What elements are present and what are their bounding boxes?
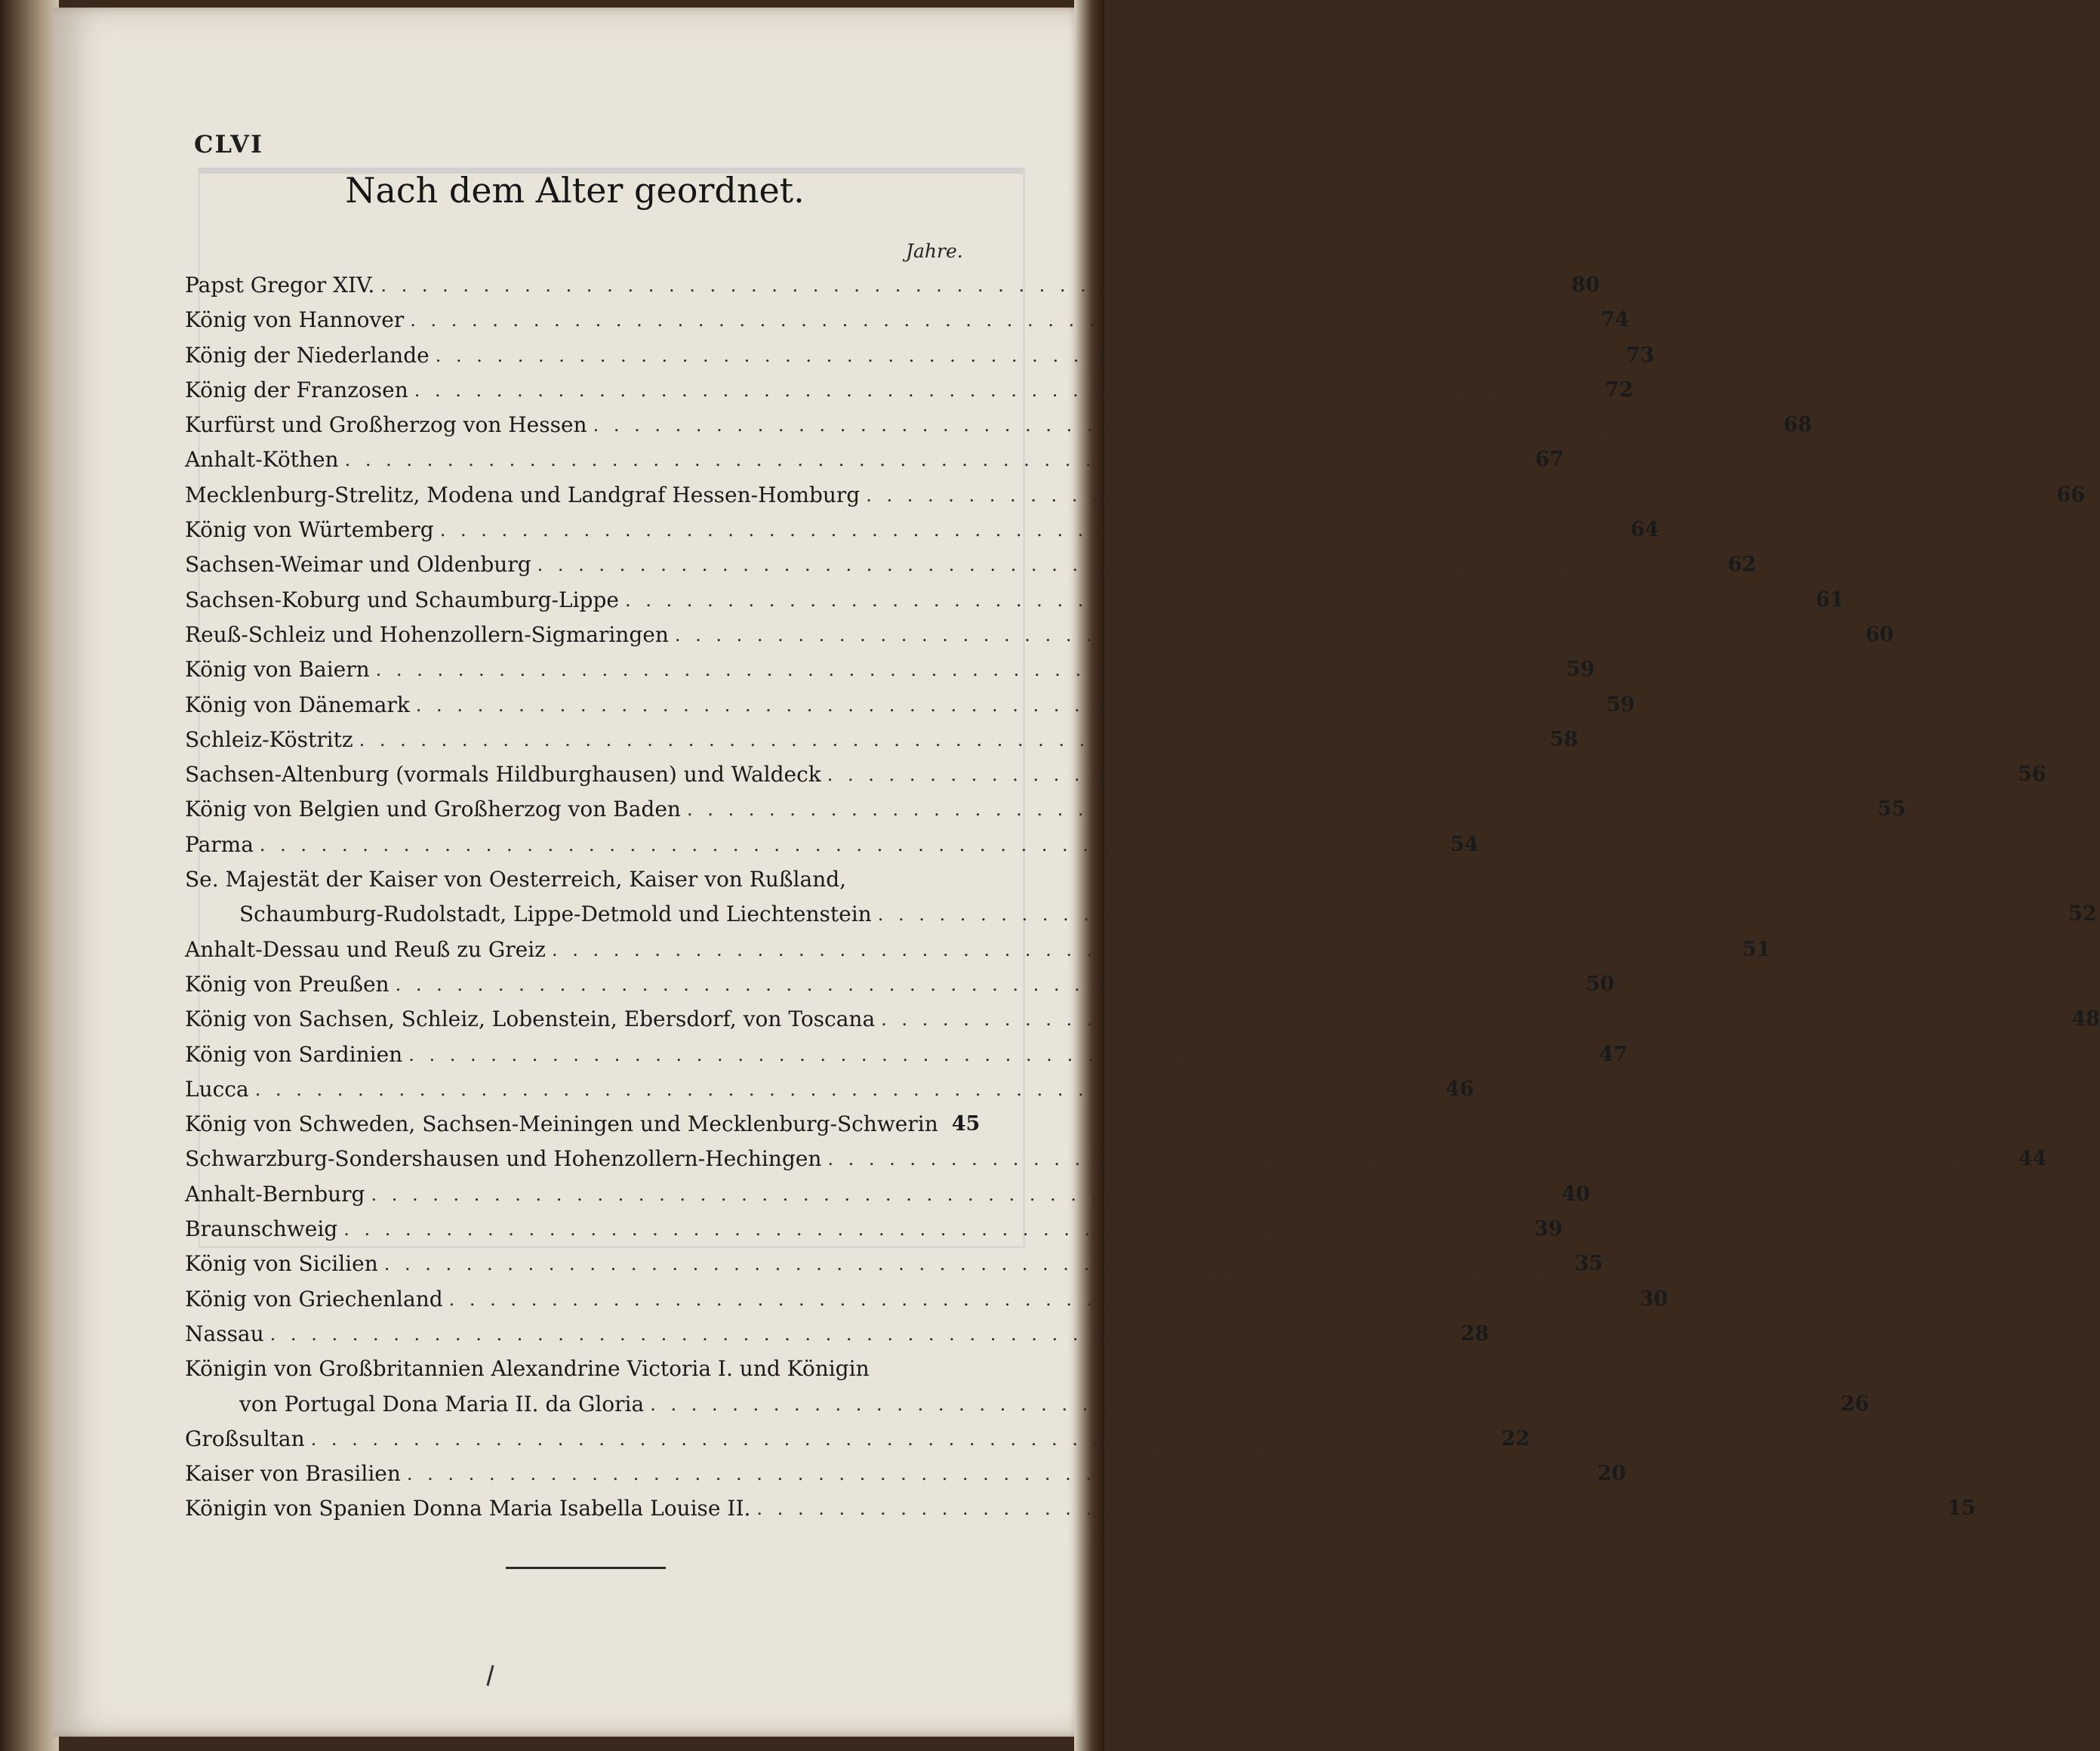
- list-item: [185, 1247, 1603, 1281]
- unit-label-years: Jahre.: [906, 240, 963, 262]
- dot-leader: . . . . . . . . . . . . . . . . . . . . . . . . . . . . . . . . . . . . . . . . . . . . . . . . . . . . . . . . . .: [827, 1148, 2011, 1170]
- entry-name: Schleiz-Köstritz: [185, 726, 353, 752]
- dot-leader: . . . . . . . . . . . . . . . . . . . . . . . . . . . . . . . . . . . . . . . . . . . . . . . . . . . . . . . . . .: [650, 1393, 1834, 1415]
- entry-name: König von Schweden, Sachsen-Meiningen und Mecklenburg-Schwerin: [185, 1111, 938, 1137]
- entry-age: 22: [1501, 1426, 1530, 1450]
- entry-name: König von Dänemark: [185, 692, 410, 717]
- entry-age: 56: [2018, 763, 2046, 787]
- entry-age: 46: [1446, 1077, 1474, 1101]
- entry-name: König der Niederlande: [185, 342, 430, 368]
- dot-leader: . . . . . . . . . . . . . . . . . . . . . . . . . . . . . . . . . . . . . . . . . . . . . . . . . . . . . . . . . .: [344, 449, 1528, 471]
- dot-leader: . . . . . . . . . . . . . . . . . . . . . . . . . . . . . . . . . . . . . . . . . . . . . . . . . . . . . . . . . .: [410, 310, 1593, 331]
- entry-name: König von Preußen: [185, 971, 390, 997]
- entry-name: Sachsen-Altenburg (vormals Hildburghausen) und Waldeck: [185, 762, 821, 788]
- end-rule: [506, 1567, 666, 1569]
- dot-leader: . . . . . . . . . . . . . . . . . . . . . . . . . . . . . . . . . . . . . . . . . . . . . . . . . . . . . . . . . .: [254, 1078, 1439, 1100]
- entry-age: 66: [2056, 482, 2086, 507]
- entry-name-continued-row: [185, 1387, 1870, 1422]
- list-item: [185, 757, 2046, 792]
- entry-name: Mecklenburg-Strelitz, Modena und Landgraf Hessen-Homburg: [185, 482, 861, 507]
- entry-age: 52: [2068, 902, 2097, 926]
- page-title: Nach dem Alter geordnet.: [345, 170, 805, 211]
- entry-age: 54: [1450, 832, 1479, 856]
- dot-leader: . . . . . . . . . . . . . . . . . . . . . . . . . . . . . . . . . . . . . . . . . . . . . . . . . . . . . . . . . .: [827, 764, 2011, 786]
- entry-name: Nassau: [185, 1321, 264, 1346]
- dot-leader: . . . . . . . . . . . . . . . . . . . . . . . . . . . . . . . . . . . . . . . . . . . . . . . . . . . . . . . . . .: [414, 379, 1598, 401]
- entry-age: 35: [1575, 1252, 1603, 1276]
- entry-name: König von Sicilien: [185, 1251, 378, 1277]
- list-item: [185, 442, 1564, 477]
- entry-age: 55: [1877, 797, 1906, 822]
- dot-leader: . . . . . . . . . . . . . . . . . . . . . . . . . . . . . . . . . . . . . . . . . . . . . . . . . . . . . . . . . .: [756, 1498, 1940, 1520]
- list-item: [185, 408, 1812, 442]
- entry-age: 67: [1535, 448, 1564, 472]
- dot-leader: . . . . . . . . . . . . . . . . . . . . . . . . . . . . . . . . . . . . . . . . . . . . . . . . . . . . . . . . . .: [593, 415, 1776, 436]
- list-item: [185, 1422, 1530, 1457]
- entry-age: 45: [951, 1112, 981, 1136]
- list-item: [185, 478, 2086, 513]
- dot-leader: . . . . . . . . . . . . . . . . . . . . . . . . . . . . . . . . . . . . . . . . . . . . . . . . . . . . . . . . . .: [395, 973, 1578, 995]
- entry-age: 20: [1597, 1462, 1626, 1486]
- entry-name: Lucca: [185, 1076, 249, 1102]
- dot-leader: . . . . . . . . . . . . . . . . . . . . . . . . . . . . . . . . . . . . . . . . . . . . . . . . . . . . . . . . . .: [269, 1323, 1453, 1345]
- dot-leader: . . . . . . . . . . . . . . . . . . . . . . . . . . . . . . . . . . . . . . . . . . . . . . . . . . . . . . . . . .: [551, 939, 1735, 960]
- list-item: [185, 1282, 1668, 1317]
- entry-age: 59: [1566, 658, 1595, 682]
- entry-name: Sachsen-Weimar und Oldenburg: [185, 552, 531, 578]
- dot-leader: . . . . . . . . . . . . . . . . . . . . . . . . . . . . . . . . . . . . . . . . . . . . . . . . . . . . . . . . . .: [674, 624, 1858, 646]
- dot-leader: . . . . . . . . . . . . . . . . . . . . . . . . . . . . . . . . . . . . . . . . . . . . . . . . . . . . . . . . . .: [259, 834, 1443, 855]
- entry-name: Reuß-Schleiz und Hohenzollern-Sigmaringen: [185, 621, 669, 647]
- entry-name: Sachsen-Koburg und Schaumburg-Lippe: [185, 587, 619, 612]
- entry-name: Königin von Spanien Donna Maria Isabella Louise II.: [185, 1496, 751, 1521]
- list-item: [185, 618, 1894, 652]
- entry-age: 51: [1742, 937, 1771, 961]
- list-item: [185, 652, 1595, 687]
- entry-age: 74: [1600, 308, 1630, 332]
- list-item: [185, 338, 1655, 373]
- list-item: [185, 1107, 981, 1142]
- entry-age: 68: [1783, 413, 1812, 437]
- entry-name: Anhalt-Bernburg: [185, 1181, 365, 1207]
- dot-leader: . . . . . . . . . . . . . . . . . . . . . . . . . . . . . . . . . . . . . . . . . . . . . . . . . . . . . . . . . .: [359, 729, 1542, 751]
- entry-age: 30: [1639, 1287, 1668, 1311]
- entry-age: 47: [1599, 1042, 1628, 1066]
- dot-leader: . . . . . . . . . . . . . . . . . . . . . . . . . . . . . . . . . . . . . . . . . . . . . . . . . . . . . . . . . .: [448, 1288, 1632, 1310]
- dot-leader: . . . . . . . . . . . . . . . . . . . . . . . . . . . . . . . . . . . . . . . . . . . . . . . . . . . . . . . . . .: [439, 519, 1624, 541]
- entry-name: Kaiser von Brasilien: [185, 1461, 401, 1487]
- entry-name: Kurfürst und Großherzog von Hessen: [185, 412, 587, 438]
- entry-age: 73: [1626, 343, 1655, 367]
- list-item: [185, 792, 1906, 827]
- dot-leader: . . . . . . . . . . . . . . . . . . . . . . . . . . . . . . . . . . . . . . . . . . . . . . . . . . . . . . . . . .: [406, 1463, 1590, 1485]
- list-item: [185, 373, 1634, 408]
- entry-age: 28: [1461, 1321, 1489, 1346]
- list-item: [185, 967, 1615, 1002]
- entry-age: 62: [1727, 553, 1757, 577]
- entry-name: Anhalt-Köthen: [185, 447, 339, 473]
- entry-name: König der Franzosen: [185, 377, 408, 402]
- book-spine-edge: [0, 0, 59, 1751]
- entry-name-continued-row: [185, 897, 2097, 932]
- list-item: [185, 828, 1479, 862]
- age-ranking-list: [185, 268, 2100, 1527]
- dot-leader: . . . . . . . . . . . . . . . . . . . . . . . . . . . . . . . . . . . . . . . . . . . . . . . . . . . . . . . . . .: [408, 1044, 1592, 1065]
- entry-name: Parma: [185, 831, 254, 857]
- dot-leader: . . . . . . . . . . . . . . . . . . . . . . . . . . . . . . . . . . . . . . . . . . . . . . . . . . . . . . . . . .: [686, 799, 1871, 821]
- list-item: [185, 1177, 1590, 1212]
- entry-age: 15: [1947, 1497, 1976, 1521]
- dot-leader: . . . . . . . . . . . . . . . . . . . . . . . . . . . . . . . . . . . . . . . . . . . . . . . . . . . . . . . . . .: [537, 554, 1720, 576]
- dot-leader: . . . . . . . . . . . . . . . . . . . . . . . . . . . . . . . . . . . . . . . . . . . . . . . . . . . . . . . . . .: [881, 1009, 2065, 1031]
- list-item: [185, 268, 1600, 303]
- dot-leader: . . . . . . . . . . . . . . . . . . . . . . . . . . . . . . . . . . . . . . . . . . . . . . . . . . . . . . . . . .: [310, 1428, 1494, 1450]
- list-item: [185, 1002, 2100, 1037]
- entry-age: 48: [2071, 1007, 2100, 1031]
- list-item: [185, 547, 1757, 582]
- list-item: [185, 583, 1844, 618]
- page-number: CLVI: [194, 130, 263, 159]
- list-item: [185, 1212, 1563, 1247]
- dot-leader: . . . . . . . . . . . . . . . . . . . . . . . . . . . . . . . . . . . . . . . . . . . . . . . . . . . . . . . . . .: [383, 1253, 1568, 1275]
- dot-leader: . . . . . . . . . . . . . . . . . . . . . . . . . . . . . . . . . . . . . . . . . . . . . . . . . . . . . . . . . .: [375, 659, 1559, 681]
- entry-age: 60: [1865, 622, 1894, 646]
- dot-leader: . . . . . . . . . . . . . . . . . . . . . . . . . . . . . . . . . . . . . . . . . . . . . . . . . . . . . . . . . .: [371, 1183, 1554, 1205]
- entry-age: 64: [1630, 518, 1659, 542]
- entry-age: 72: [1605, 378, 1634, 402]
- entry-age: 40: [1561, 1182, 1590, 1206]
- entry-name: Königin von Großbritannien Alexandrine Victoria I. und Königin: [185, 1356, 870, 1382]
- list-item: [185, 1142, 2047, 1176]
- entry-name: König von Hannover: [185, 307, 405, 333]
- list-item: [185, 1457, 1626, 1491]
- entry-name: Se. Majestät der Kaiser von Oesterreich, Kaiser von Rußland,: [185, 867, 847, 892]
- entry-name: König von Würtemberg: [185, 517, 434, 543]
- list-item: [185, 1037, 1628, 1072]
- dot-leader: . . . . . . . . . . . . . . . . . . . . . . . . . . . . . . . . . . . . . . . . . . . . . . . . . . . . . . . . . .: [415, 694, 1600, 716]
- entry-name: Schwarzburg-Sondershausen und Hohenzollern-Hechingen: [185, 1146, 822, 1172]
- entry-age: 44: [2018, 1147, 2047, 1171]
- entry-name: Papst Gregor XIV.: [185, 273, 375, 297]
- entry-age: 26: [1840, 1392, 1870, 1416]
- entry-age: 80: [1571, 273, 1600, 297]
- list-item: [185, 1072, 1474, 1107]
- list-item: [185, 1352, 1870, 1422]
- dot-leader: . . . . . . . . . . . . . . . . . . . . . . . . . . . . . . . . . . . . . . . . . . . . . . . . . . . . . . . . . .: [877, 904, 2062, 926]
- dot-leader: . . . . . . . . . . . . . . . . . . . . . . . . . . . . . . . . . . . . . . . . . . . . . . . . . . . . . . . . . .: [866, 484, 2049, 506]
- list-item: [185, 303, 1630, 338]
- entry-name: König von Sardinien: [185, 1041, 403, 1067]
- list-item: [185, 862, 2097, 933]
- dot-leader: . . . . . . . . . . . . . . . . . . . . . . . . . . . . . . . . . . . . . . . . . . . . . . . . . . . . . . . . . .: [380, 275, 1564, 296]
- entry-name: Großsultan: [185, 1426, 305, 1451]
- list-item: [185, 933, 1771, 967]
- dot-leader: . . . . . . . . . . . . . . . . . . . . . . . . . . . . . . . . . . . . . . . . . . . . . . . . . . . . . . . . . .: [435, 344, 1619, 366]
- entry-name-continued: von Portugal Dona Maria II. da Gloria: [239, 1391, 645, 1417]
- entry-name: König von Baiern: [185, 657, 370, 683]
- entry-name: Braunschweig: [185, 1216, 338, 1242]
- entry-name: Anhalt-Dessau und Reuß zu Greiz: [185, 936, 546, 962]
- entry-age: 58: [1549, 727, 1578, 751]
- entry-name: König von Sachsen, Schleiz, Lobenstein, Ebersdorf, von Toscana: [185, 1007, 876, 1032]
- entry-name: König von Belgien und Großherzog von Baden: [185, 797, 681, 822]
- entry-age: 39: [1534, 1217, 1563, 1241]
- dot-leader: . . . . . . . . . . . . . . . . . . . . . . . . . . . . . . . . . . . . . . . . . . . . . . . . . . . . . . . . . .: [624, 589, 1809, 611]
- list-item: [185, 688, 1635, 723]
- entry-name-continued: Schaumburg-Rudolstadt, Lippe-Detmold und Liechtenstein: [239, 902, 872, 927]
- list-item: [185, 1317, 1489, 1352]
- entry-age: 50: [1585, 972, 1615, 996]
- list-item: [185, 723, 1578, 757]
- list-item: [185, 1491, 1976, 1526]
- entry-age: 59: [1606, 692, 1635, 717]
- dot-leader: . . . . . . . . . . . . . . . . . . . . . . . . . . . . . . . . . . . . . . . . . . . . . . . . . . . . . . . . . .: [343, 1219, 1527, 1241]
- list-item: [185, 513, 1659, 547]
- entry-age: 61: [1815, 587, 1844, 612]
- entry-name: König von Griechenland: [185, 1286, 443, 1312]
